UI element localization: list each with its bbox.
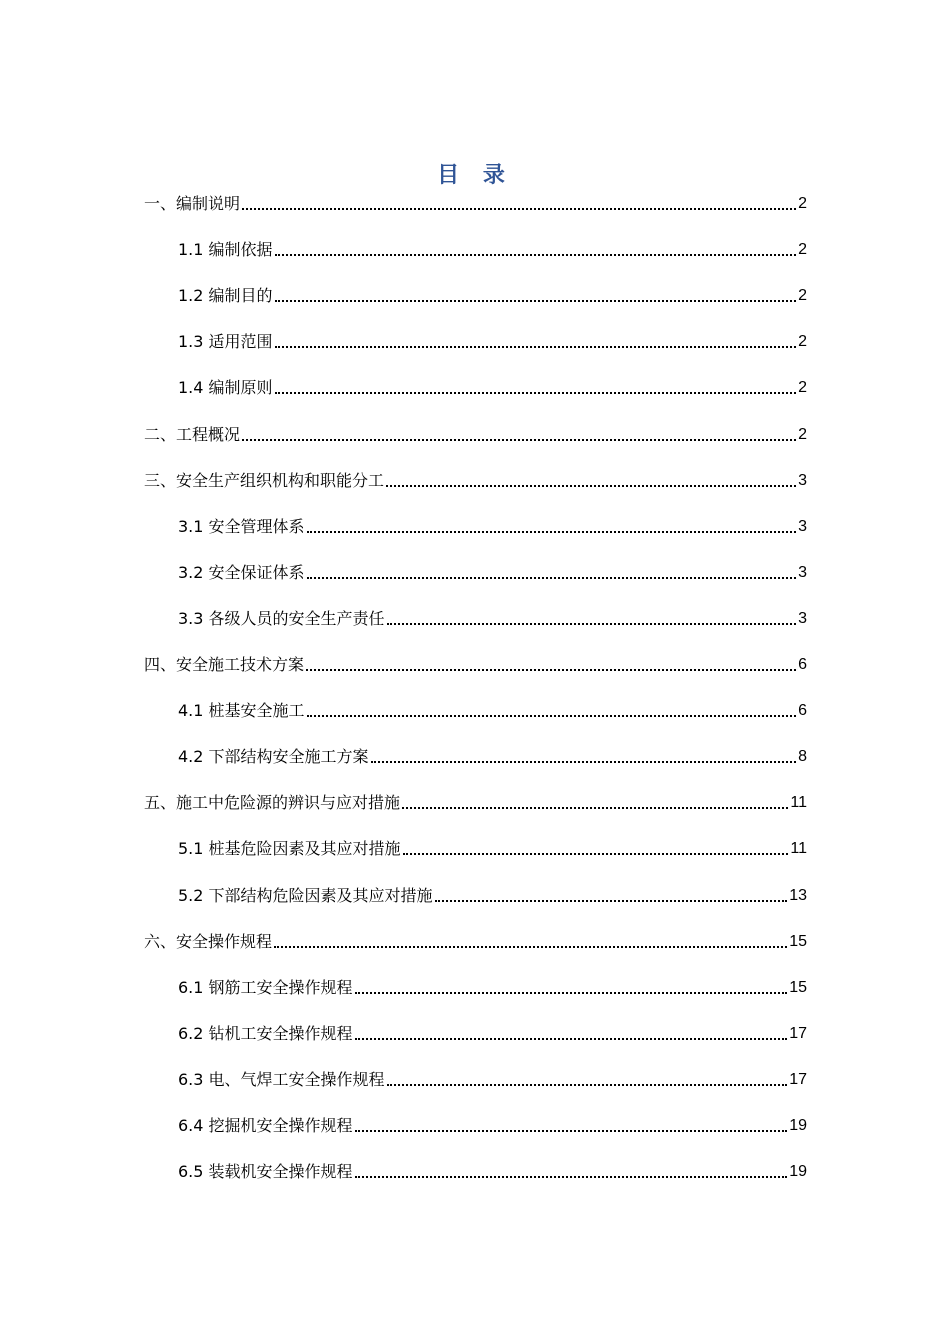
toc-entry-label: 3.1 安全管理体系 xyxy=(178,516,305,536)
toc-dot-leader xyxy=(387,1083,788,1086)
toc-page-number: 6 xyxy=(798,702,807,720)
toc-page-number: 13 xyxy=(789,886,807,904)
toc-entry-label: 四、安全施工技术方案 xyxy=(144,655,305,674)
toc-entry-section[interactable] xyxy=(178,559,807,583)
toc-entry-section[interactable] xyxy=(178,513,807,537)
toc-entry-section[interactable] xyxy=(178,974,807,998)
toc-dot-leader xyxy=(355,991,788,994)
toc-dot-leader xyxy=(355,1175,788,1178)
toc-entry-section[interactable] xyxy=(178,882,807,906)
toc-entry-section[interactable] xyxy=(178,605,807,629)
toc-page-number: 6 xyxy=(798,656,807,673)
toc-dot-leader xyxy=(307,576,797,579)
toc-entry-label: 三、安全生产组织机构和职能分工 xyxy=(144,470,385,490)
toc-entry-section[interactable] xyxy=(178,236,807,260)
toc-page-number: 2 xyxy=(798,195,807,212)
toc-page-number: 2 xyxy=(798,333,807,351)
toc-entry-label: 6.3 电、气焊工安全操作规程 xyxy=(178,1069,385,1089)
toc-entry-section[interactable] xyxy=(178,743,807,767)
toc-dot-leader xyxy=(387,622,797,625)
toc-page-number: 3 xyxy=(798,609,807,627)
toc-page-number: 3 xyxy=(798,471,807,489)
toc-dot-leader xyxy=(275,253,797,256)
toc-entry-label: 5.1 桩基危险因素及其应对措施 xyxy=(178,839,401,859)
toc-entry-label: 6.2 钻机工安全操作规程 xyxy=(178,1023,353,1043)
toc-page-number: 19 xyxy=(789,1117,807,1134)
toc-dot-leader xyxy=(306,668,796,671)
toc-entry-label: 6.4 挖掘机安全操作规程 xyxy=(178,1116,353,1135)
toc-page-number: 2 xyxy=(798,287,807,305)
toc-page-number: 15 xyxy=(789,978,807,996)
toc-entry-chapter[interactable] xyxy=(144,651,807,675)
toc-entry-section[interactable] xyxy=(178,374,807,398)
toc-entry-label: 5.2 下部结构危险因素及其应对措施 xyxy=(178,885,433,905)
toc-page-number: 15 xyxy=(789,932,807,950)
toc-page-number: 2 xyxy=(798,379,807,397)
toc-entry-section[interactable] xyxy=(178,282,807,306)
toc-entry-label: 4.2 下部结构安全施工方案 xyxy=(178,747,369,767)
toc-entry-label: 五、施工中危险源的辨识与应对措施 xyxy=(144,793,401,813)
toc-dot-leader xyxy=(307,530,797,533)
toc-entry-section[interactable] xyxy=(178,328,807,352)
toc-dot-leader xyxy=(242,438,796,441)
toc-entry-chapter[interactable] xyxy=(144,789,807,813)
toc-entry-chapter[interactable] xyxy=(144,928,807,952)
toc-entry-label: 一、编制说明 xyxy=(144,194,241,213)
toc-entry-label: 6.5 装载机安全操作规程 xyxy=(178,1162,353,1182)
toc-page-number: 17 xyxy=(789,1070,807,1088)
toc-page-number: 11 xyxy=(790,840,807,858)
toc-page-number: 8 xyxy=(798,748,807,766)
toc-dot-leader xyxy=(274,945,787,948)
toc-entry-section[interactable] xyxy=(178,697,807,721)
toc-page-number: 11 xyxy=(790,794,807,812)
toc-dot-leader xyxy=(275,391,797,394)
toc-entry-label: 六、安全操作规程 xyxy=(144,931,273,951)
toc-entry-chapter[interactable] xyxy=(144,421,807,445)
toc-entry-label: 1.2 编制目的 xyxy=(178,286,273,306)
toc-entry-label: 二、工程概况 xyxy=(144,424,241,444)
toc-dot-leader xyxy=(275,345,797,348)
toc-entry-chapter[interactable] xyxy=(144,467,807,491)
toc-entry-label: 1.1 编制依据 xyxy=(178,240,273,260)
toc-page-number: 3 xyxy=(798,517,807,535)
toc-entry-section[interactable] xyxy=(178,1066,807,1090)
toc-entry-label: 1.3 适用范围 xyxy=(178,332,273,352)
toc-entry-section[interactable] xyxy=(178,1158,807,1182)
toc-entry-label: 3.2 安全保证体系 xyxy=(178,562,305,582)
toc-page-number: 2 xyxy=(798,241,807,259)
toc-title: 目 录 xyxy=(437,163,513,188)
toc-entry-label: 4.1 桩基安全施工 xyxy=(178,701,305,721)
toc-page-number: 2 xyxy=(798,425,807,443)
toc-dot-leader xyxy=(403,852,789,855)
toc-dot-leader xyxy=(355,1037,788,1040)
toc-page-number: 19 xyxy=(789,1163,807,1181)
toc-entry-section[interactable] xyxy=(178,1112,807,1136)
toc-entry-chapter[interactable] xyxy=(144,190,807,214)
toc-page-number: 3 xyxy=(798,563,807,581)
toc-dot-leader xyxy=(275,299,797,302)
toc-dot-leader xyxy=(386,484,796,487)
toc-entry-section[interactable] xyxy=(178,1020,807,1044)
toc-dot-leader xyxy=(355,1129,788,1132)
toc-dot-leader xyxy=(371,760,797,763)
toc-entry-label: 1.4 编制原则 xyxy=(178,378,273,398)
toc-entry-label: 3.3 各级人员的安全生产责任 xyxy=(178,608,385,628)
toc-dot-leader xyxy=(435,899,788,902)
toc-page-number: 17 xyxy=(789,1024,807,1042)
toc-entry-section[interactable] xyxy=(178,835,807,859)
toc-dot-leader xyxy=(242,207,796,210)
toc-dot-leader xyxy=(402,806,788,809)
toc-entry-label: 6.1 钢筋工安全操作规程 xyxy=(178,977,353,997)
toc-dot-leader xyxy=(307,714,797,717)
